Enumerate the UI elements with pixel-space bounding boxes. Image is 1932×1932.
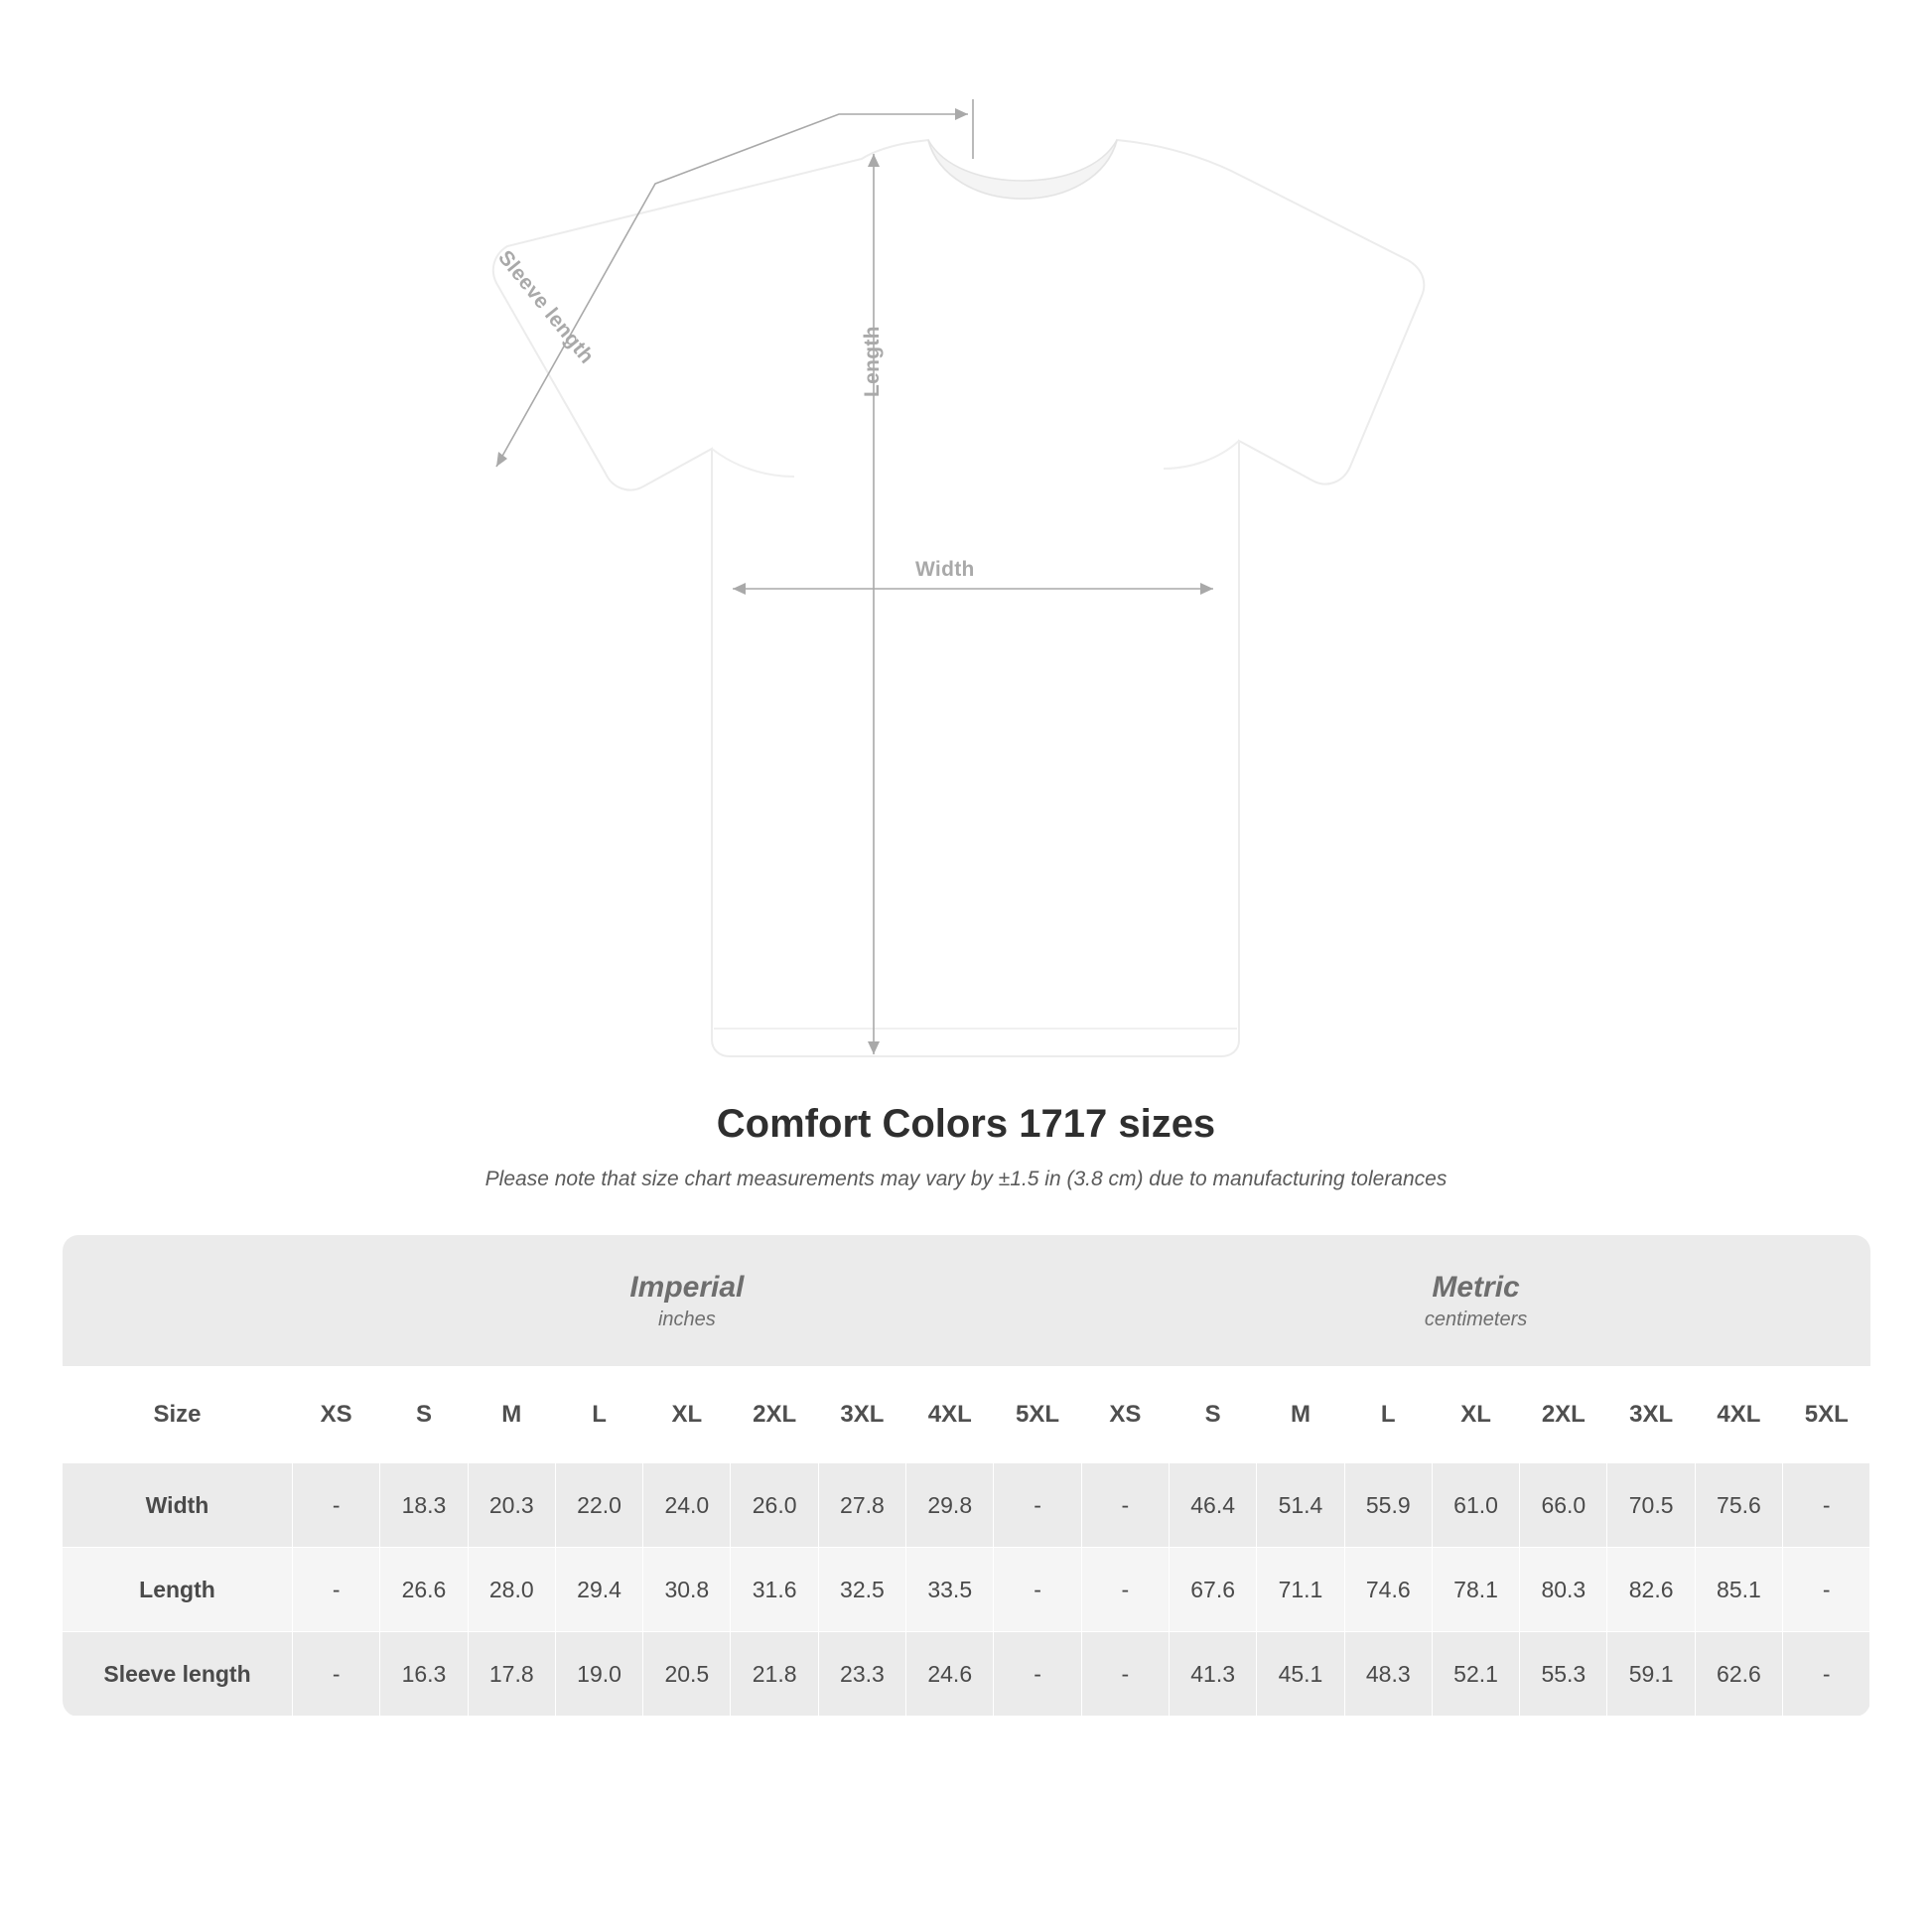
cell: 26.0 xyxy=(731,1463,818,1548)
size-table xyxy=(62,1235,1870,1717)
size-col-header: 3XL xyxy=(1607,1367,1695,1463)
cell: 19.0 xyxy=(555,1632,642,1717)
cell: 17.8 xyxy=(468,1632,555,1717)
sleeve-length-dimension-label: Sleeve length xyxy=(493,246,599,368)
cell: 66.0 xyxy=(1520,1463,1607,1548)
table-row xyxy=(63,1632,1870,1717)
unit-metric-sub: centimeters xyxy=(1424,1308,1528,1330)
unit-imperial-cell xyxy=(293,1235,1082,1367)
cell: - xyxy=(1783,1632,1870,1717)
cell: 45.1 xyxy=(1257,1632,1344,1717)
page-title: Comfort Colors 1717 sizes xyxy=(716,1102,1216,1146)
cell: 67.6 xyxy=(1170,1548,1257,1632)
cell: 46.4 xyxy=(1170,1463,1257,1548)
size-col-header: S xyxy=(380,1367,468,1463)
cell: 24.6 xyxy=(906,1632,994,1717)
cell: 20.5 xyxy=(643,1632,731,1717)
cell: 78.1 xyxy=(1432,1548,1519,1632)
size-col-header: XL xyxy=(1432,1367,1519,1463)
row-label-width: Width xyxy=(63,1463,293,1548)
cell: 85.1 xyxy=(1695,1548,1782,1632)
cell: 28.0 xyxy=(468,1548,555,1632)
size-table-container xyxy=(62,1235,1870,1717)
cell: 31.6 xyxy=(731,1548,818,1632)
tolerance-note: Please note that size chart measurements may vary by ±1.5 in (3.8 cm) due to manufacturing tolerances xyxy=(484,1168,1448,1190)
cell: 22.0 xyxy=(555,1463,642,1548)
cell: 75.6 xyxy=(1695,1463,1782,1548)
cell: 52.1 xyxy=(1432,1632,1519,1717)
tshirt-shape xyxy=(493,140,1424,1056)
cell: - xyxy=(1783,1548,1870,1632)
cell: 29.8 xyxy=(906,1463,994,1548)
size-col-header: M xyxy=(1257,1367,1344,1463)
size-col-header: 5XL xyxy=(994,1367,1081,1463)
cell: 82.6 xyxy=(1607,1548,1695,1632)
cell: 18.3 xyxy=(380,1463,468,1548)
cell: - xyxy=(1081,1632,1169,1717)
cell: 16.3 xyxy=(380,1632,468,1717)
cell: 29.4 xyxy=(555,1548,642,1632)
cell: - xyxy=(994,1632,1081,1717)
cell: 61.0 xyxy=(1432,1463,1519,1548)
cell: - xyxy=(1783,1463,1870,1548)
size-col-header: XS xyxy=(1081,1367,1169,1463)
row-label-sleeve-length: Sleeve length xyxy=(63,1632,293,1717)
size-header-label: Size xyxy=(63,1367,293,1463)
cell: - xyxy=(293,1463,380,1548)
unit-imperial-sub: inches xyxy=(657,1308,716,1330)
cell: - xyxy=(293,1632,380,1717)
unit-header-row xyxy=(63,1235,1870,1367)
unit-metric-cell xyxy=(1081,1235,1870,1367)
cell: 71.1 xyxy=(1257,1548,1344,1632)
unit-imperial-name: Imperial xyxy=(629,1271,745,1305)
cell: 33.5 xyxy=(906,1548,994,1632)
cell: - xyxy=(994,1463,1081,1548)
size-col-header: 5XL xyxy=(1783,1367,1870,1463)
size-header-row xyxy=(63,1367,1870,1463)
size-col-header: 2XL xyxy=(731,1367,818,1463)
size-col-header: 4XL xyxy=(1695,1367,1782,1463)
cell: 41.3 xyxy=(1170,1632,1257,1717)
size-col-header: 2XL xyxy=(1520,1367,1607,1463)
cell: 20.3 xyxy=(468,1463,555,1548)
cell: 21.8 xyxy=(731,1632,818,1717)
width-dimension-label: Width xyxy=(915,558,975,581)
cell: - xyxy=(293,1548,380,1632)
cell: 59.1 xyxy=(1607,1632,1695,1717)
size-col-header: L xyxy=(555,1367,642,1463)
cell: 23.3 xyxy=(818,1632,905,1717)
size-col-header: S xyxy=(1170,1367,1257,1463)
cell: 30.8 xyxy=(643,1548,731,1632)
cell: 32.5 xyxy=(818,1548,905,1632)
cell: 70.5 xyxy=(1607,1463,1695,1548)
cell: 55.3 xyxy=(1520,1632,1607,1717)
cell: 27.8 xyxy=(818,1463,905,1548)
table-row xyxy=(63,1548,1870,1632)
cell: - xyxy=(1081,1463,1169,1548)
size-col-header: XS xyxy=(293,1367,380,1463)
length-dimension-label: Length xyxy=(861,326,884,397)
unit-metric-name: Metric xyxy=(1432,1271,1520,1305)
cell: 80.3 xyxy=(1520,1548,1607,1632)
cell: - xyxy=(1081,1548,1169,1632)
size-col-header: 4XL xyxy=(906,1367,994,1463)
size-col-header: M xyxy=(468,1367,555,1463)
cell: 74.6 xyxy=(1344,1548,1432,1632)
cell: 62.6 xyxy=(1695,1632,1782,1717)
cell: 55.9 xyxy=(1344,1463,1432,1548)
cell: 51.4 xyxy=(1257,1463,1344,1548)
size-col-header: XL xyxy=(643,1367,731,1463)
table-row xyxy=(63,1463,1870,1548)
row-label-length: Length xyxy=(63,1548,293,1632)
cell: 26.6 xyxy=(380,1548,468,1632)
unit-corner-cell xyxy=(63,1235,293,1367)
cell: - xyxy=(994,1548,1081,1632)
cell: 48.3 xyxy=(1344,1632,1432,1717)
size-col-header: 3XL xyxy=(818,1367,905,1463)
cell: 24.0 xyxy=(643,1463,731,1548)
size-col-header: L xyxy=(1344,1367,1432,1463)
